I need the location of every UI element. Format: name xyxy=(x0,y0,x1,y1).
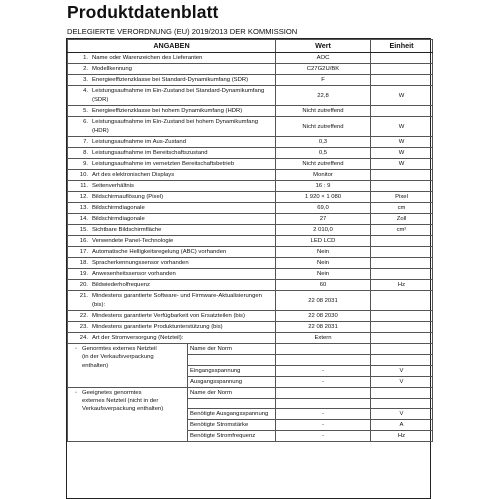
row-label: Leistungsaufnahme im Ein-Zustand bei Standard-Dynamikumfang xyxy=(92,87,265,94)
psu-description-line: Geeignetes genormtes xyxy=(82,389,142,396)
psu-line-value xyxy=(276,398,371,409)
row-number: 16. xyxy=(79,238,88,244)
row-label: Verwendete Panel-Technologie xyxy=(92,238,174,244)
row-number: 15. xyxy=(79,227,88,233)
row-unit xyxy=(371,258,433,269)
header-einheit: Einheit xyxy=(371,40,433,53)
row-unit: Hz xyxy=(371,280,433,291)
row-value: Extern xyxy=(276,333,371,344)
row-value: Nein xyxy=(276,247,371,258)
row-label: Leistungsaufnahme im Bereitschaftszustand xyxy=(92,150,208,156)
row-label: Automatische Helligkeitsregelung (ABC) vorhanden xyxy=(92,249,227,255)
row-value: LED LCD xyxy=(276,236,371,247)
row-unit: Pixel xyxy=(371,192,433,203)
row-label: Bildschirmdiagonale xyxy=(92,205,145,211)
row-value: 1 920 × 1 080 xyxy=(276,192,371,203)
row-label-cell xyxy=(68,214,276,225)
row-value: 60 xyxy=(276,280,371,291)
table-row xyxy=(68,181,433,192)
table-row xyxy=(68,311,433,322)
row-number: 24. xyxy=(79,335,88,341)
row-label-cell xyxy=(68,247,276,258)
table-row xyxy=(68,53,433,64)
table-row xyxy=(68,225,433,236)
row-unit xyxy=(371,322,433,333)
table-row xyxy=(68,75,433,86)
header-wert: Wert xyxy=(276,40,371,53)
datasheet-grid xyxy=(67,39,433,442)
table-row xyxy=(68,236,433,247)
row-label-cell xyxy=(68,192,276,203)
psu-description-line: enthalten) xyxy=(82,362,109,369)
row-label-cell xyxy=(68,53,276,64)
row-label-cell xyxy=(68,236,276,247)
row-label-continued: (HDR) xyxy=(92,127,109,134)
row-unit xyxy=(371,291,433,311)
row-label: Spracherkennungssensor vorhanden xyxy=(92,260,189,266)
row-number: 2. xyxy=(83,66,88,72)
row-unit xyxy=(371,247,433,258)
table-row xyxy=(68,148,433,159)
row-value: Nicht zutreffend xyxy=(276,159,371,170)
psu-line-value xyxy=(276,344,371,355)
psu-line-unit: V xyxy=(371,365,433,376)
row-number: 8. xyxy=(83,150,88,156)
table-row xyxy=(68,291,433,311)
psu-line-value xyxy=(276,355,371,366)
psu-description-line: externes Netzteil (nicht in der xyxy=(82,398,159,404)
page-title: Produktdatenblatt xyxy=(67,2,219,22)
psu-line-unit xyxy=(371,355,433,366)
row-value: 22 08 2030 xyxy=(276,311,371,322)
table-row xyxy=(68,192,433,203)
checkbox-icon: ▫ xyxy=(75,346,77,352)
row-number: 7. xyxy=(83,139,88,145)
psu-line-label: Name der Norm xyxy=(188,387,276,398)
row-unit xyxy=(371,106,433,117)
table-row xyxy=(68,159,433,170)
row-number: 14. xyxy=(79,216,88,222)
row-unit: W xyxy=(371,86,433,106)
row-value: 22 08 2031 xyxy=(276,291,371,311)
psu-description xyxy=(68,387,188,442)
table-row xyxy=(68,333,433,344)
psu-line-unit: Hz xyxy=(371,431,433,442)
row-number: 19. xyxy=(79,271,88,277)
row-label: Seitenverhältnis xyxy=(92,183,134,189)
row-number: 23. xyxy=(79,324,88,330)
datasheet-table xyxy=(66,38,431,499)
row-label-cell xyxy=(68,137,276,148)
row-value: Nein xyxy=(276,269,371,280)
row-label-cell xyxy=(68,106,276,117)
row-label: Mindestens garantierte Verfügbarkeit von Ersatzteilen (bis) xyxy=(92,313,245,319)
row-value: AOC xyxy=(276,53,371,64)
row-unit xyxy=(371,64,433,75)
row-label: Leistungsaufnahme im Ein-Zustand bei hohem Dynamikumfang xyxy=(92,118,259,125)
row-label: Energieeffizienzklasse bei hohem Dynamikumfang (HDR) xyxy=(92,108,243,114)
row-value: Monitor xyxy=(276,170,371,181)
psu-row xyxy=(68,387,433,398)
row-unit xyxy=(371,181,433,192)
row-number: 1. xyxy=(83,55,88,61)
row-value: 27 xyxy=(276,214,371,225)
psu-line-unit xyxy=(371,387,433,398)
row-number: 9. xyxy=(83,161,88,167)
row-unit: cm² xyxy=(371,225,433,236)
row-number: 6. xyxy=(83,118,88,125)
psu-line-label: Ausgangsspannung xyxy=(188,376,276,387)
psu-line-label: Benötigte Ausgangsspannung xyxy=(188,409,276,420)
page-subtitle: DELEGIERTE VERORDNUNG (EU) 2019/2013 DER KOMMISSION xyxy=(67,27,298,36)
psu-line-label: Benötigte Stromstärke xyxy=(188,420,276,431)
row-label-cell xyxy=(68,117,276,137)
psu-line-value: - xyxy=(276,420,371,431)
psu-line-unit: A xyxy=(371,420,433,431)
row-label-cell xyxy=(68,258,276,269)
row-label: Anwesenheitssensor vorhanden xyxy=(92,271,176,277)
row-label-cell xyxy=(68,322,276,333)
row-label: Energieeffizienzklasse bei Standard-Dynamikumfang (SDR) xyxy=(92,77,249,83)
row-number: 10. xyxy=(79,172,88,178)
psu-line-label xyxy=(188,398,276,409)
row-label-cell xyxy=(68,75,276,86)
row-value: 0,3 xyxy=(276,137,371,148)
table-row xyxy=(68,86,433,106)
psu-line-unit xyxy=(371,398,433,409)
psu-line-value: - xyxy=(276,409,371,420)
row-label-cell xyxy=(68,203,276,214)
psu-line-value: - xyxy=(276,365,371,376)
row-number: 21. xyxy=(79,292,88,299)
row-label-cell xyxy=(68,225,276,236)
header-row xyxy=(68,40,433,53)
psu-line-label xyxy=(188,355,276,366)
row-label-continued: (bis): xyxy=(92,301,106,308)
psu-line-unit: V xyxy=(371,409,433,420)
checkbox-icon: ▫ xyxy=(75,389,77,396)
psu-line-label: Benötigte Stromfrequenz xyxy=(188,431,276,442)
row-value: Nein xyxy=(276,258,371,269)
row-value: Nicht zutreffend xyxy=(276,117,371,137)
row-label: Art der Stromversorgung (Netzteil): xyxy=(92,335,184,341)
table-row xyxy=(68,214,433,225)
row-value: F xyxy=(276,75,371,86)
row-label-continued: (SDR) xyxy=(92,96,109,103)
row-number: 3. xyxy=(83,77,88,83)
table-row xyxy=(68,170,433,181)
row-number: 11. xyxy=(80,183,88,189)
row-label: Leistungsaufnahme im vernetzten Bereitschaftsbetrieb xyxy=(92,161,235,167)
row-label-cell xyxy=(68,64,276,75)
row-value: 0,5 xyxy=(276,148,371,159)
row-label-cell xyxy=(68,333,276,344)
psu-line-unit xyxy=(371,344,433,355)
row-number: 12. xyxy=(79,194,88,200)
row-label-cell xyxy=(68,170,276,181)
row-label: Mindestens garantierte Software- und Firmware-Aktualisierungen xyxy=(92,292,262,299)
row-number: 18. xyxy=(79,260,88,266)
psu-description-line: Verkaufsverpackung enthalten) xyxy=(82,406,164,413)
row-unit xyxy=(371,236,433,247)
row-unit xyxy=(371,170,433,181)
row-value: 2 010,0 xyxy=(276,225,371,236)
table-row xyxy=(68,322,433,333)
psu-line-label: Name der Norm xyxy=(188,344,276,355)
row-number: 13. xyxy=(79,205,88,211)
row-value: 22 08 2031 xyxy=(276,322,371,333)
table-row xyxy=(68,247,433,258)
row-label-cell xyxy=(68,269,276,280)
table-row xyxy=(68,64,433,75)
table-row xyxy=(68,106,433,117)
row-label-cell xyxy=(68,291,276,311)
row-number: 20. xyxy=(79,282,88,288)
psu-description-line: (in der Verkaufsverpackung xyxy=(82,354,154,361)
row-value: C27G2U/BK xyxy=(276,64,371,75)
table-row xyxy=(68,137,433,148)
row-label: Leistungsaufnahme im Aus-Zustand xyxy=(92,139,186,145)
row-label-cell xyxy=(68,86,276,106)
psu-row xyxy=(68,344,433,355)
psu-line-unit: V xyxy=(371,376,433,387)
row-label: Name oder Warenzeichen des Lieferanten xyxy=(92,55,203,61)
row-unit xyxy=(371,333,433,344)
row-value: 16 : 9 xyxy=(276,181,371,192)
psu-line-value: - xyxy=(276,376,371,387)
psu-line-value: - xyxy=(276,431,371,442)
row-unit: W xyxy=(371,117,433,137)
row-unit xyxy=(371,269,433,280)
row-unit: Zoll xyxy=(371,214,433,225)
header-angaben: ANGABEN xyxy=(68,40,276,53)
row-label: Bildwiederholfrequenz xyxy=(92,282,150,288)
table-row xyxy=(68,117,433,137)
row-number: 5. xyxy=(83,108,88,114)
row-value: 69,0 xyxy=(276,203,371,214)
table-row xyxy=(68,258,433,269)
psu-description-line: Genormtes externes Netzteil xyxy=(82,346,157,352)
row-label-cell xyxy=(68,280,276,291)
row-number: 17. xyxy=(79,249,88,255)
psu-line-label: Eingangsspannung xyxy=(188,365,276,376)
row-unit: W xyxy=(371,148,433,159)
row-label: Bildschirmauflösung (Pixel) xyxy=(92,194,164,200)
row-unit: W xyxy=(371,159,433,170)
row-unit xyxy=(371,53,433,64)
row-value: Nicht zutreffend xyxy=(276,106,371,117)
row-unit: W xyxy=(371,137,433,148)
row-unit xyxy=(371,311,433,322)
table-row xyxy=(68,269,433,280)
psu-line-value xyxy=(276,387,371,398)
row-label: Modellkennung xyxy=(92,66,132,72)
row-number: 22. xyxy=(79,313,88,319)
row-value: 22,8 xyxy=(276,86,371,106)
row-label: Art des elektronischen Displays xyxy=(92,172,175,178)
row-label: Bildschirmdiagonale xyxy=(92,216,145,222)
row-label-cell xyxy=(68,148,276,159)
row-label: Sichtbare Bildschirmfläche xyxy=(92,227,162,233)
psu-description xyxy=(68,344,188,388)
row-unit: cm xyxy=(371,203,433,214)
table-row xyxy=(68,203,433,214)
row-label-cell xyxy=(68,181,276,192)
table-row xyxy=(68,280,433,291)
row-label-cell xyxy=(68,159,276,170)
row-label-cell xyxy=(68,311,276,322)
row-number: 4. xyxy=(83,87,88,94)
row-label: Mindestens garantierte Produktunterstützung (bis) xyxy=(92,324,223,330)
row-unit xyxy=(371,75,433,86)
